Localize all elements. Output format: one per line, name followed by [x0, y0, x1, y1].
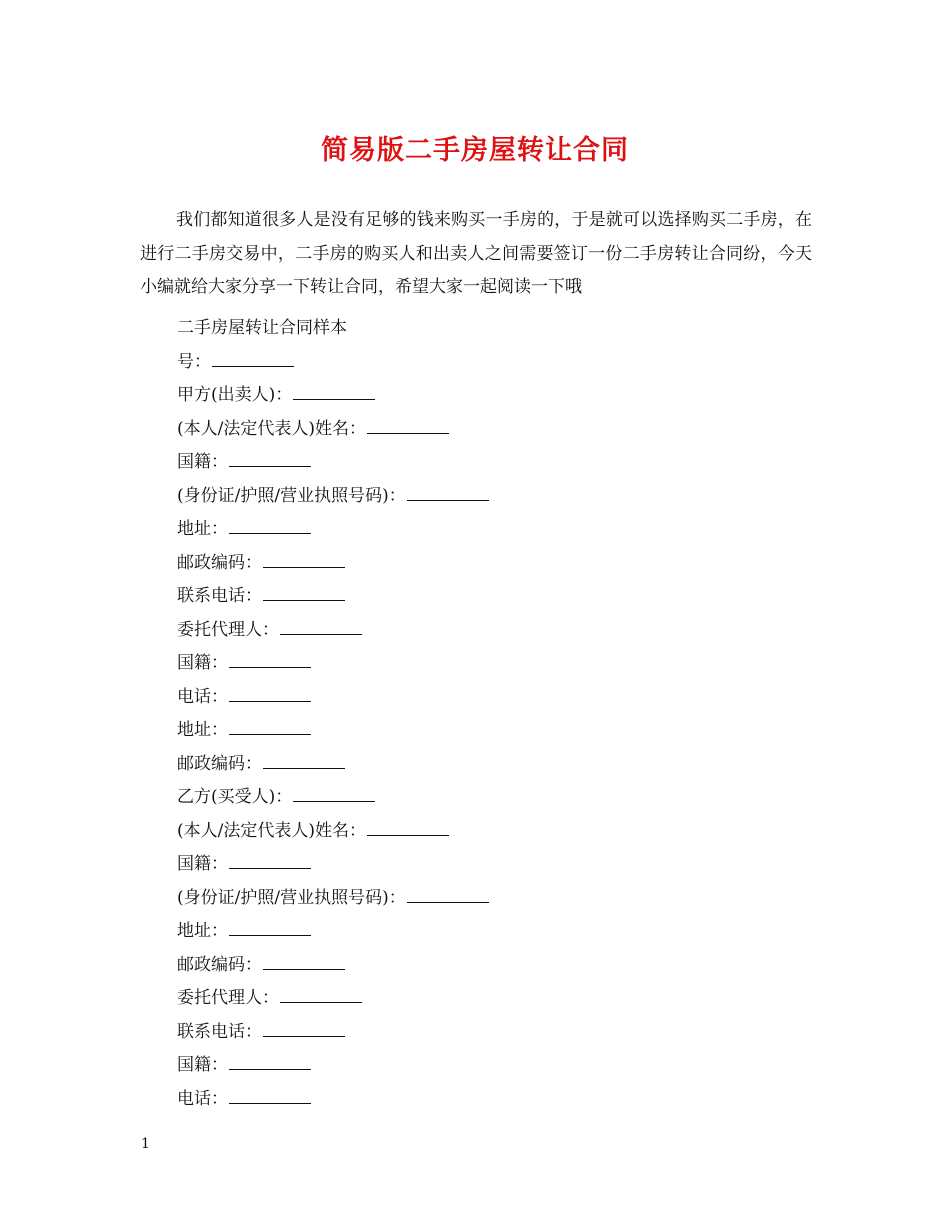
- fill-in-blank: [229, 716, 311, 735]
- field-label: 电话：: [177, 1088, 228, 1109]
- field-label: 邮政编码：: [177, 552, 262, 573]
- field-label: 国籍：: [177, 452, 228, 472]
- form-field: [177, 513, 817, 547]
- field-label: (身份证/护照/营业执照号码)：: [177, 485, 406, 506]
- form-field: [177, 614, 817, 648]
- fill-in-blank: [229, 683, 311, 702]
- form-field: [177, 547, 817, 581]
- form-field: [177, 882, 817, 916]
- form-field: [177, 714, 817, 748]
- field-label: 甲方(出卖人)：: [177, 385, 293, 405]
- field-label: 电话：: [177, 686, 228, 707]
- field-label: 国籍：: [177, 854, 228, 874]
- section-heading: 二手房屋转让合同样本: [177, 318, 347, 338]
- form-field: [177, 781, 817, 815]
- field-label: 乙方(买受人)：: [177, 787, 293, 807]
- form-field: [177, 413, 817, 447]
- contract-field-list: [177, 312, 817, 1116]
- field-label: 地址：: [177, 519, 228, 539]
- form-field: [177, 748, 817, 782]
- form-field: [177, 815, 817, 849]
- fill-in-blank: [407, 482, 489, 501]
- fill-in-blank: [229, 1085, 311, 1104]
- fill-in-blank: [367, 817, 449, 836]
- fill-in-blank: [280, 616, 362, 635]
- fill-in-blank: [407, 884, 489, 903]
- form-field: [177, 647, 817, 681]
- fill-in-blank: [263, 549, 345, 568]
- field-label: 委托代理人：: [177, 619, 279, 640]
- fill-in-blank: [280, 984, 362, 1003]
- fill-in-blank: [367, 415, 449, 434]
- field-label: 号：: [177, 351, 211, 372]
- field-label: 邮政编码：: [177, 954, 262, 975]
- page-number: 1: [141, 1136, 150, 1152]
- field-label: 地址：: [177, 720, 228, 740]
- form-field: [177, 915, 817, 949]
- form-field: [177, 949, 817, 983]
- form-field: [177, 982, 817, 1016]
- form-field: [177, 1083, 817, 1117]
- form-field: [177, 446, 817, 480]
- fill-in-blank: [229, 850, 311, 869]
- fill-in-blank: [263, 750, 345, 769]
- field-label: 委托代理人：: [177, 988, 279, 1008]
- form-field: [177, 681, 817, 715]
- fill-in-blank: [263, 1018, 345, 1037]
- form-field: [177, 1016, 817, 1050]
- form-field: [177, 480, 817, 514]
- fill-in-blank: [263, 582, 345, 601]
- field-label: 联系电话：: [177, 586, 262, 606]
- fill-in-blank: [293, 381, 375, 400]
- field-label: 地址：: [177, 921, 228, 941]
- fill-in-blank: [263, 951, 345, 970]
- form-field: [177, 580, 817, 614]
- field-label: 邮政编码：: [177, 753, 262, 774]
- field-label: 国籍：: [177, 1055, 228, 1075]
- form-field: [177, 379, 817, 413]
- fill-in-blank: [229, 917, 311, 936]
- form-field: [177, 346, 817, 380]
- fill-in-blank: [229, 1051, 311, 1070]
- fill-in-blank: [229, 448, 311, 467]
- field-label: (身份证/护照/营业执照号码)：: [177, 887, 406, 908]
- field-label: (本人/法定代表人)姓名：: [177, 418, 366, 439]
- fill-in-blank: [293, 783, 375, 802]
- field-label: (本人/法定代表人)姓名：: [177, 820, 366, 841]
- form-field: [177, 1049, 817, 1083]
- document-title: 简易版二手房屋转让合同: [321, 135, 629, 166]
- fill-in-blank: [212, 348, 294, 367]
- fill-in-blank: [229, 649, 311, 668]
- fill-in-blank: [229, 515, 311, 534]
- form-field: [177, 848, 817, 882]
- field-label: 国籍：: [177, 653, 228, 673]
- intro-paragraph: 我们都知道很多人是没有足够的钱来购买一手房的，于是就可以选择购买二手房，在进行二手房交易中，二手房的购买人和出卖人之间需要签订一份二手房转让合同纷，今天小编就给大家分享一下转让合同，希望大家一起阅读一下哦: [140, 210, 812, 297]
- field-label: 联系电话：: [177, 1021, 262, 1042]
